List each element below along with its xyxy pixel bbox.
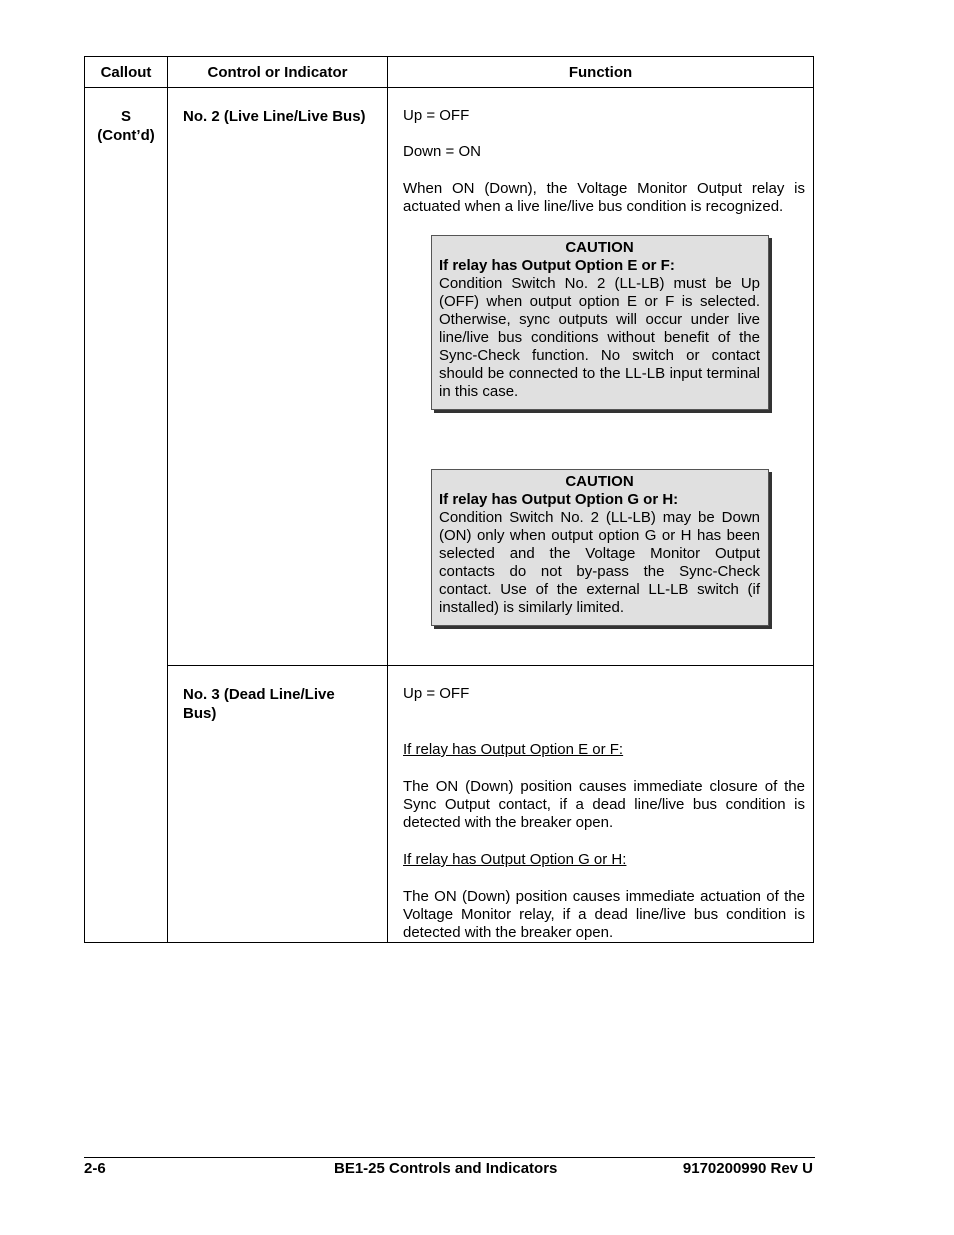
- footer-page-number: 2-6: [84, 1160, 106, 1177]
- column-divider-2: [387, 56, 388, 943]
- caution-subtitle: If relay has Output Option G or H:: [439, 491, 679, 508]
- no2-description: When ON (Down), the Voltage Monitor Output relay is actuated when a live line/live bus condition is recognized.: [403, 180, 805, 215]
- no3-up-text: Up = OFF: [403, 685, 470, 702]
- header-function: Function: [568, 64, 633, 81]
- caution-title: CAUTION: [565, 473, 634, 490]
- option-gh-description: The ON (Down) position causes immediate actuation of the Voltage Monitor relay, if a dead line/live bus condition is detected with the breaker open.: [403, 888, 805, 941]
- callout-continued: (Cont’d): [97, 127, 155, 144]
- control-no3-label: No. 3 (Dead Line/Live Bus): [183, 686, 335, 722]
- option-ef-description: The ON (Down) position causes immediate closure of the Sync Output contact, if a dead line/live bus condition is detected with the breaker open.: [403, 778, 805, 831]
- header-control: Control or Indicator: [207, 64, 348, 81]
- table-border-bottom: [84, 942, 814, 943]
- caution-box-gh: [431, 469, 769, 626]
- caution-body: Condition Switch No. 2 (LL-LB) must be Up (OFF) when output option E or F is selected. Otherwise, sync outputs will occur under live line/live bus conditions without benefit of the Sync-Check function. No switch or contact should be connected to the LL-LB input terminal in this case.: [439, 275, 760, 400]
- option-gh-heading: If relay has Output Option G or H:: [403, 851, 627, 868]
- table-border-right: [813, 56, 814, 943]
- callout-letter: S: [120, 108, 131, 125]
- no2-up-text: Up = OFF: [403, 107, 470, 124]
- caution-subtitle: If relay has Output Option E or F:: [439, 257, 675, 274]
- table-border-left: [84, 56, 85, 943]
- no2-down-text: Down = ON: [403, 143, 481, 160]
- row-divider: [167, 665, 814, 666]
- column-divider-1: [167, 56, 168, 943]
- footer-doc-number: 9170200990 Rev U: [682, 1160, 813, 1177]
- caution-body: Condition Switch No. 2 (LL-LB) may be Down (ON) only when output option G or H has been selected and the Voltage Monitor Output contacts do not by-pass the Sync-Check contact. Use of the external LL-LB switch (if installed) is similarly limited.: [439, 509, 760, 616]
- header-callout: Callout: [100, 64, 152, 81]
- footer-title: BE1-25 Controls and Indicators: [334, 1160, 558, 1177]
- caution-title: CAUTION: [565, 239, 634, 256]
- caution-box-ef: [431, 235, 769, 410]
- option-ef-heading: If relay has Output Option E or F:: [403, 741, 624, 758]
- control-no2-label: No. 2 (Live Line/Live Bus): [183, 108, 366, 125]
- footer-rule: [84, 1157, 815, 1158]
